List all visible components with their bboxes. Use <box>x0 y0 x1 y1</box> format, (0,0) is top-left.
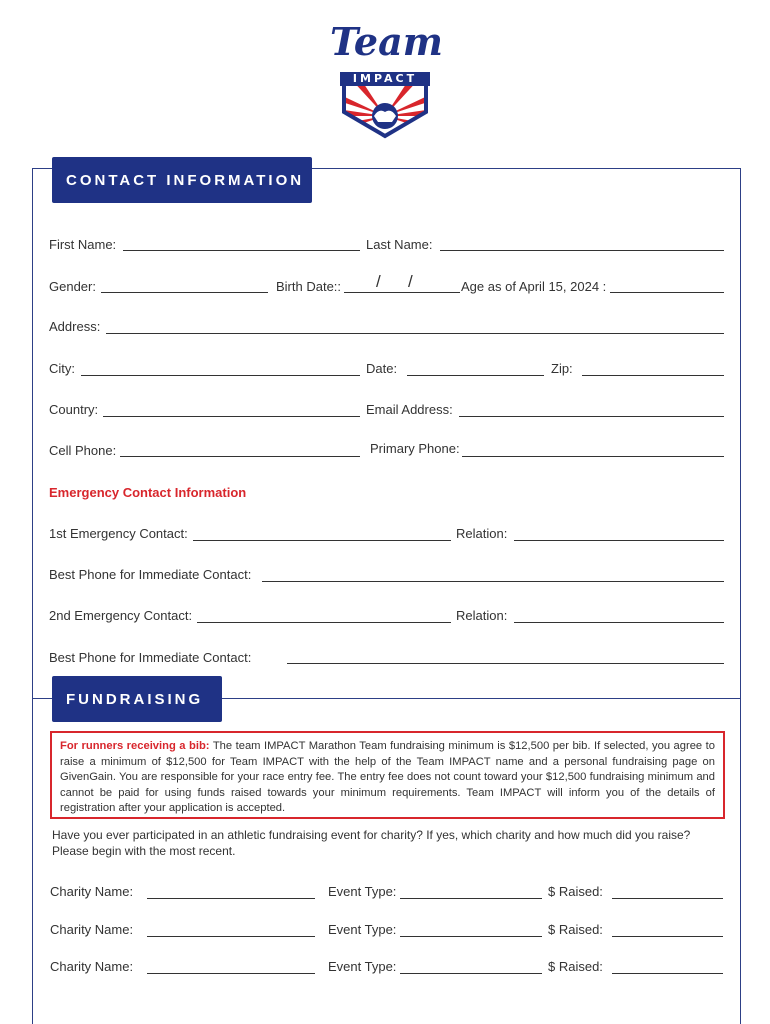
best-phone-1-field[interactable] <box>262 581 724 582</box>
notice-lead: For runners receiving a bib: <box>60 740 210 752</box>
logo-impact-text: IMPACT <box>352 72 418 85</box>
primary-phone-field[interactable] <box>462 456 724 457</box>
primary-phone-label: Primary Phone: <box>370 441 460 456</box>
relation-1-label: Relation: <box>456 526 508 541</box>
emergency-contact-1-label: 1st Emergency Contact: <box>49 526 188 541</box>
email-field[interactable] <box>459 416 724 417</box>
country-label: Country: <box>49 402 99 417</box>
birth-date-slash-2: / <box>408 272 413 291</box>
relation-1-field[interactable] <box>514 540 724 541</box>
last-name-field[interactable] <box>440 250 724 251</box>
charity-name-label: Charity Name: <box>50 959 134 974</box>
gender-label: Gender: <box>49 279 96 294</box>
team-impact-logo <box>330 19 443 140</box>
date-field[interactable] <box>407 375 544 376</box>
cell-phone-label: Cell Phone: <box>49 443 117 458</box>
raised-label: $ Raised: <box>548 884 603 899</box>
raised-label: $ Raised: <box>548 959 603 974</box>
city-label: City: <box>49 361 75 376</box>
best-phone-2-label: Best Phone for Immediate Contact: <box>49 650 252 665</box>
gender-field[interactable] <box>101 292 268 293</box>
fundraising-question <box>52 827 742 859</box>
event-type-field[interactable] <box>400 936 542 937</box>
raised-field[interactable] <box>612 898 723 899</box>
birth-date-field[interactable] <box>344 292 460 293</box>
event-type-label: Event Type: <box>328 959 397 974</box>
question-line-2: Please begin with the most recent. <box>52 844 236 858</box>
contact-frame-right <box>740 168 741 1024</box>
country-field[interactable] <box>103 416 360 417</box>
city-field[interactable] <box>81 375 360 376</box>
birth-date-label: Birth Date:: <box>276 279 342 294</box>
raised-field[interactable] <box>612 973 723 974</box>
emergency-contact-2-field[interactable] <box>197 622 451 623</box>
relation-2-label: Relation: <box>456 608 508 623</box>
raised-label: $ Raised: <box>548 922 603 937</box>
bib-fundraising-notice <box>50 731 725 819</box>
age-label: Age as of April 15, 2024 : <box>461 279 607 294</box>
relation-2-field[interactable] <box>514 622 724 623</box>
best-phone-1-label: Best Phone for Immediate Contact: <box>49 567 252 582</box>
emergency-contact-heading: Emergency Contact Information <box>49 485 247 500</box>
event-type-label: Event Type: <box>328 922 397 937</box>
event-type-field[interactable] <box>400 973 542 974</box>
contact-information-banner: CONTACT INFORMATION <box>52 157 312 203</box>
address-label: Address: <box>49 319 101 334</box>
charity-name-label: Charity Name: <box>50 922 134 937</box>
best-phone-2-field[interactable] <box>287 663 724 664</box>
first-name-field[interactable] <box>123 250 360 251</box>
zip-field[interactable] <box>582 375 724 376</box>
emergency-contact-1-field[interactable] <box>193 540 451 541</box>
logo-team-text: Team <box>330 19 443 64</box>
age-field[interactable] <box>610 292 724 293</box>
fundraising-frame-left <box>32 698 33 1024</box>
zip-label: Zip: <box>551 361 573 376</box>
notice-body: The team IMPACT Marathon Team fundraising minimum is $12,500 per bib. If selected, you agree to raise a minimum of $12,500 for Team IMPACT with the help of the Team IMPACT name and a personal fundraising page on GivenGain. You are responsible for your race entry fee. The entry fee does not count toward your $12,500 fundraising minimum and cannot be paid for using funds raised towards your minimum requirements. Team IMPACT will inform you of the details of registration after your application is accepted. <box>60 740 715 814</box>
email-label: Email Address: <box>366 402 453 417</box>
charity-name-field[interactable] <box>147 936 315 937</box>
birth-date-slash-1: / <box>376 272 381 291</box>
raised-field[interactable] <box>612 936 723 937</box>
first-name-label: First Name: <box>49 237 117 252</box>
charity-name-label: Charity Name: <box>50 884 134 899</box>
charity-name-field[interactable] <box>147 973 315 974</box>
charity-name-field[interactable] <box>147 898 315 899</box>
event-type-label: Event Type: <box>328 884 397 899</box>
date-label: Date: <box>366 361 398 376</box>
event-type-field[interactable] <box>400 898 542 899</box>
last-name-label: Last Name: <box>366 237 433 252</box>
emergency-contact-2-label: 2nd Emergency Contact: <box>49 608 193 623</box>
question-line-1: Have you ever participated in an athletic fundraising event for charity? If yes, which charity and how much did you raise? <box>52 828 691 842</box>
address-field[interactable] <box>106 333 724 334</box>
contact-frame-left <box>32 168 33 700</box>
cell-phone-field[interactable] <box>120 456 360 457</box>
fundraising-banner: FUNDRAISING <box>52 676 222 722</box>
